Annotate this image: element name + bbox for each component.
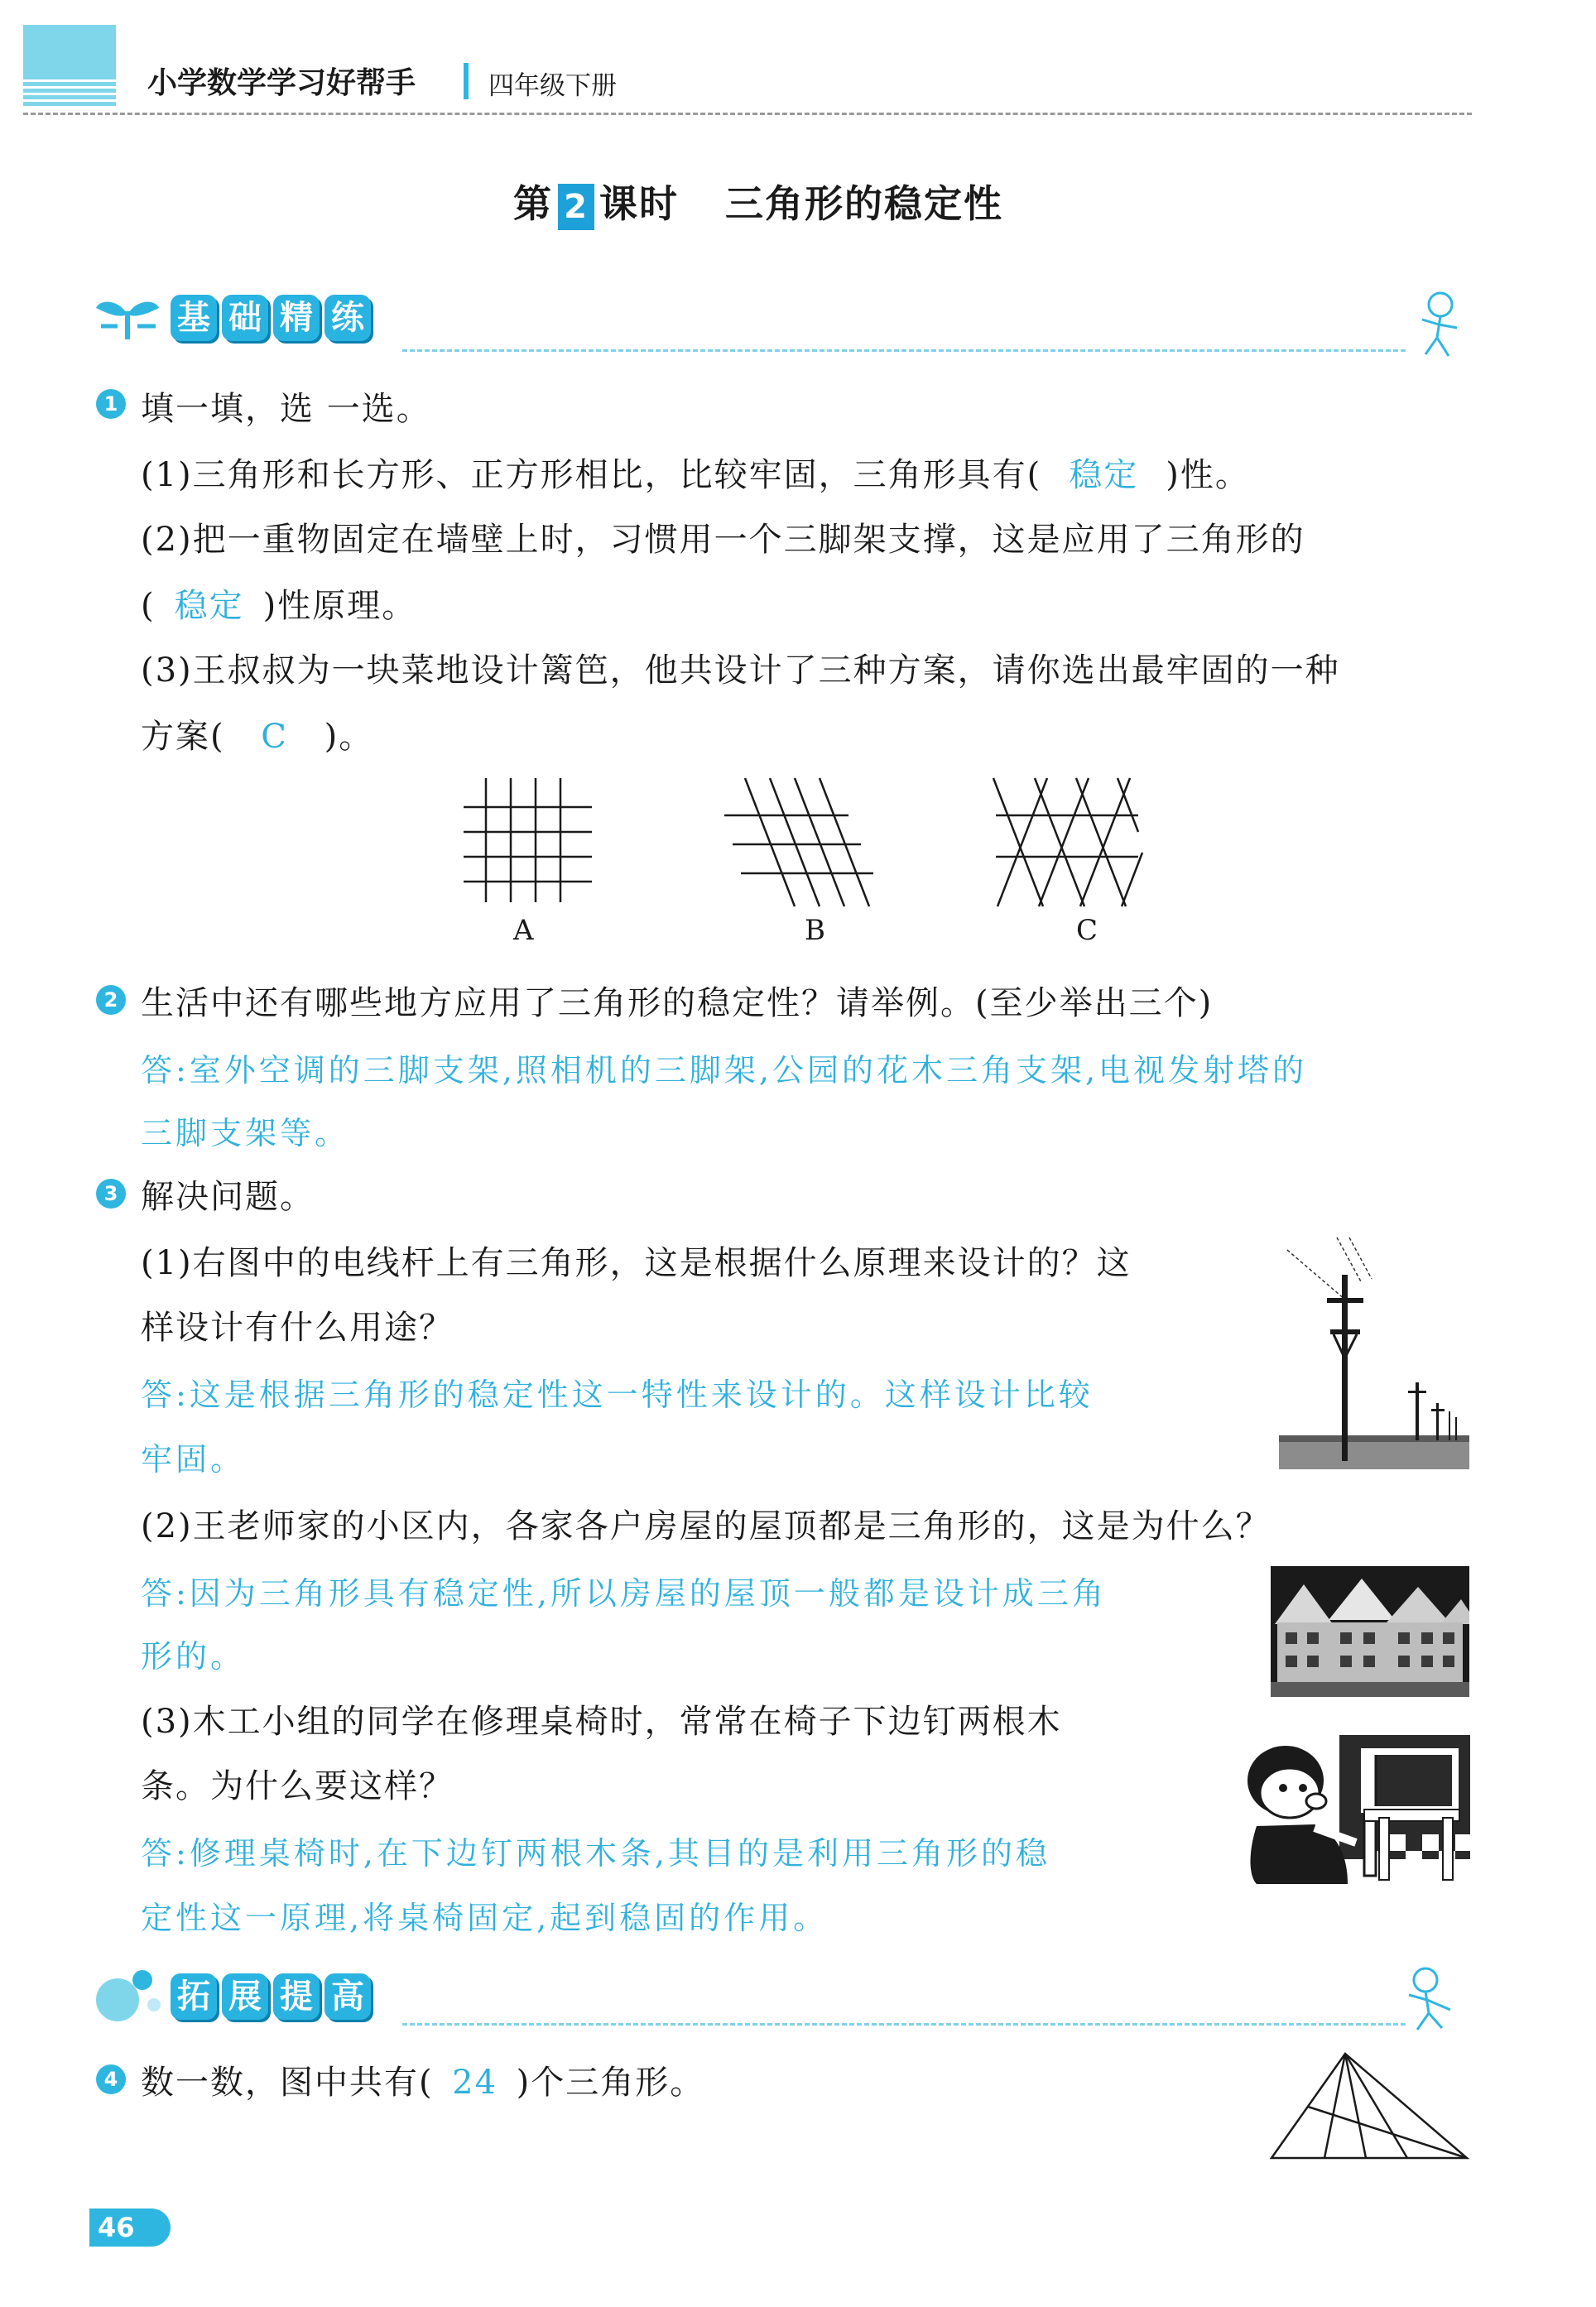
section-extend-char: 拓 bbox=[171, 1973, 217, 2020]
fence-option-b-figure bbox=[720, 774, 877, 911]
bubbles-icon bbox=[89, 1962, 172, 2028]
question-1-number: 1 bbox=[96, 389, 126, 419]
stick-figure-icon bbox=[1399, 1963, 1465, 2033]
question-3-part-3-answer-line-1: 答:修理桌椅时,在下边钉两根木条,其目的是利用三角形的稳 bbox=[141, 1835, 1050, 1872]
section-extend-char: 高 bbox=[324, 1973, 371, 2020]
q1p1-text-end: )性。 bbox=[1166, 456, 1250, 494]
book-title: 小学数学学习好帮手 bbox=[147, 66, 416, 100]
question-4-number: 4 bbox=[96, 2064, 126, 2094]
q1p1-answer: 稳定 bbox=[1069, 456, 1139, 494]
question-4-text bbox=[141, 2056, 704, 2103]
question-1-part-3-line-1: (3)王叔叔为一块菜地设计篱笆，他共设计了三种方案，请你选出最牢固的一种 bbox=[141, 651, 1340, 690]
lesson-suffix: 课时 bbox=[599, 181, 679, 226]
question-3-part-3-line-1: (3)木工小组的同学在修理桌椅时，常常在椅子下边钉两根木 bbox=[141, 1703, 1062, 1741]
header-divider bbox=[464, 63, 469, 99]
fence-option-b-label: B bbox=[805, 914, 825, 947]
question-1-stem: 填一填，选 一选。 bbox=[141, 390, 431, 428]
q1p2-text-end: )性原理。 bbox=[262, 587, 417, 625]
fence-option-c-figure bbox=[989, 774, 1147, 911]
q4-answer: 24 bbox=[452, 2064, 498, 2102]
question-2-number: 2 bbox=[96, 985, 126, 1015]
question-3-part-2-answer-line-1: 答:因为三角形具有稳定性,所以房屋的屋顶一般都是设计成三角 bbox=[141, 1575, 1107, 1612]
section-basic-rule bbox=[402, 349, 1406, 352]
question-3-part-3-line-2: 条。为什么要这样？ bbox=[141, 1767, 454, 1805]
section-basic-char: 精 bbox=[273, 295, 320, 341]
question-3-number: 3 bbox=[96, 1179, 126, 1209]
page-number: 46 bbox=[89, 2208, 171, 2247]
header-rule bbox=[23, 113, 1472, 115]
question-3-part-2-line-1: (2)王老师家的小区内，各家各户房屋的屋顶都是三角形的，这是为什么？ bbox=[141, 1507, 1271, 1545]
section-extend-rule bbox=[402, 2023, 1406, 2026]
q1p1-text: (1)三角形和长方形、正方形相比，比较牢固，三角形具有( bbox=[141, 456, 1042, 494]
grade-label: 四年级下册 bbox=[488, 71, 617, 101]
sprout-icon bbox=[93, 293, 162, 343]
stick-figure-icon bbox=[1407, 290, 1465, 359]
question-3-part-1-answer-line-1: 答:这是根据三角形的稳定性这一特性来设计的。这样设计比较 bbox=[141, 1377, 1094, 1413]
question-3-part-1-line-2: 样设计有什么用途？ bbox=[141, 1309, 454, 1347]
q4-text-end: )个三角形。 bbox=[516, 2064, 705, 2102]
section-basic-char: 基 bbox=[171, 295, 217, 341]
question-1-part-3-line-2 bbox=[141, 710, 373, 757]
chair-repair-cartoon bbox=[1240, 1735, 1470, 1884]
section-extend-title bbox=[171, 1973, 371, 2020]
question-1-part-2-line-2 bbox=[141, 579, 416, 627]
question-3-stem: 解决问题。 bbox=[141, 1178, 315, 1216]
question-1-part-1 bbox=[141, 449, 1250, 496]
question-2-stem: 生活中还有哪些地方应用了三角形的稳定性？请举例。(至少举出三个) bbox=[141, 984, 1214, 1022]
question-3-part-2-answer-line-2: 形的。 bbox=[141, 1638, 246, 1675]
lesson-name: 三角形的稳定性 bbox=[725, 181, 1003, 226]
lesson-title bbox=[513, 174, 1003, 230]
question-2-answer-line-1: 答:室外空调的三脚支架,照相机的三脚架,公园的花木三角支架,电视发射塔的 bbox=[141, 1052, 1308, 1089]
section-basic-char: 础 bbox=[222, 295, 268, 341]
q1p3-text-end: )。 bbox=[324, 718, 374, 756]
q1p2-answer: 稳定 bbox=[174, 587, 244, 625]
q1p3-answer: C bbox=[261, 718, 288, 756]
section-basic-char: 练 bbox=[324, 295, 371, 341]
question-3-part-1-line-1: (1)右图中的电线杆上有三角形，这是根据什么原理来设计的？这 bbox=[141, 1244, 1132, 1282]
section-extend-char: 展 bbox=[222, 1973, 268, 2020]
header-stripes bbox=[23, 79, 116, 108]
q4-text: 数一数，图中共有( bbox=[141, 2064, 434, 2102]
question-3-part-3-answer-line-2: 定性这一原理,将桌椅固定,起到稳固的作用。 bbox=[141, 1900, 829, 1936]
q1p3-text: 方案( bbox=[141, 718, 225, 756]
utility-pole-photo bbox=[1279, 1233, 1469, 1469]
question-2-answer-line-2: 三脚支架等。 bbox=[141, 1115, 350, 1151]
question-1-part-2-line-1: (2)把一重物固定在墙壁上时，习惯用一个三脚架支撑，这是应用了三角形的 bbox=[141, 521, 1305, 559]
triangle-count-figure bbox=[1267, 2049, 1473, 2165]
fence-option-a-label: A bbox=[513, 914, 534, 947]
question-3-part-1-answer-line-2: 牢固。 bbox=[141, 1441, 246, 1478]
lesson-prefix: 第 bbox=[513, 181, 553, 226]
q1p2-text: ( bbox=[141, 587, 156, 625]
houses-photo bbox=[1271, 1566, 1469, 1697]
section-extend-char: 提 bbox=[273, 1973, 320, 2020]
fence-option-a-figure bbox=[459, 774, 600, 906]
lesson-number: 2 bbox=[558, 184, 594, 230]
fence-option-c-label: C bbox=[1076, 914, 1098, 947]
section-basic-title bbox=[171, 295, 371, 341]
